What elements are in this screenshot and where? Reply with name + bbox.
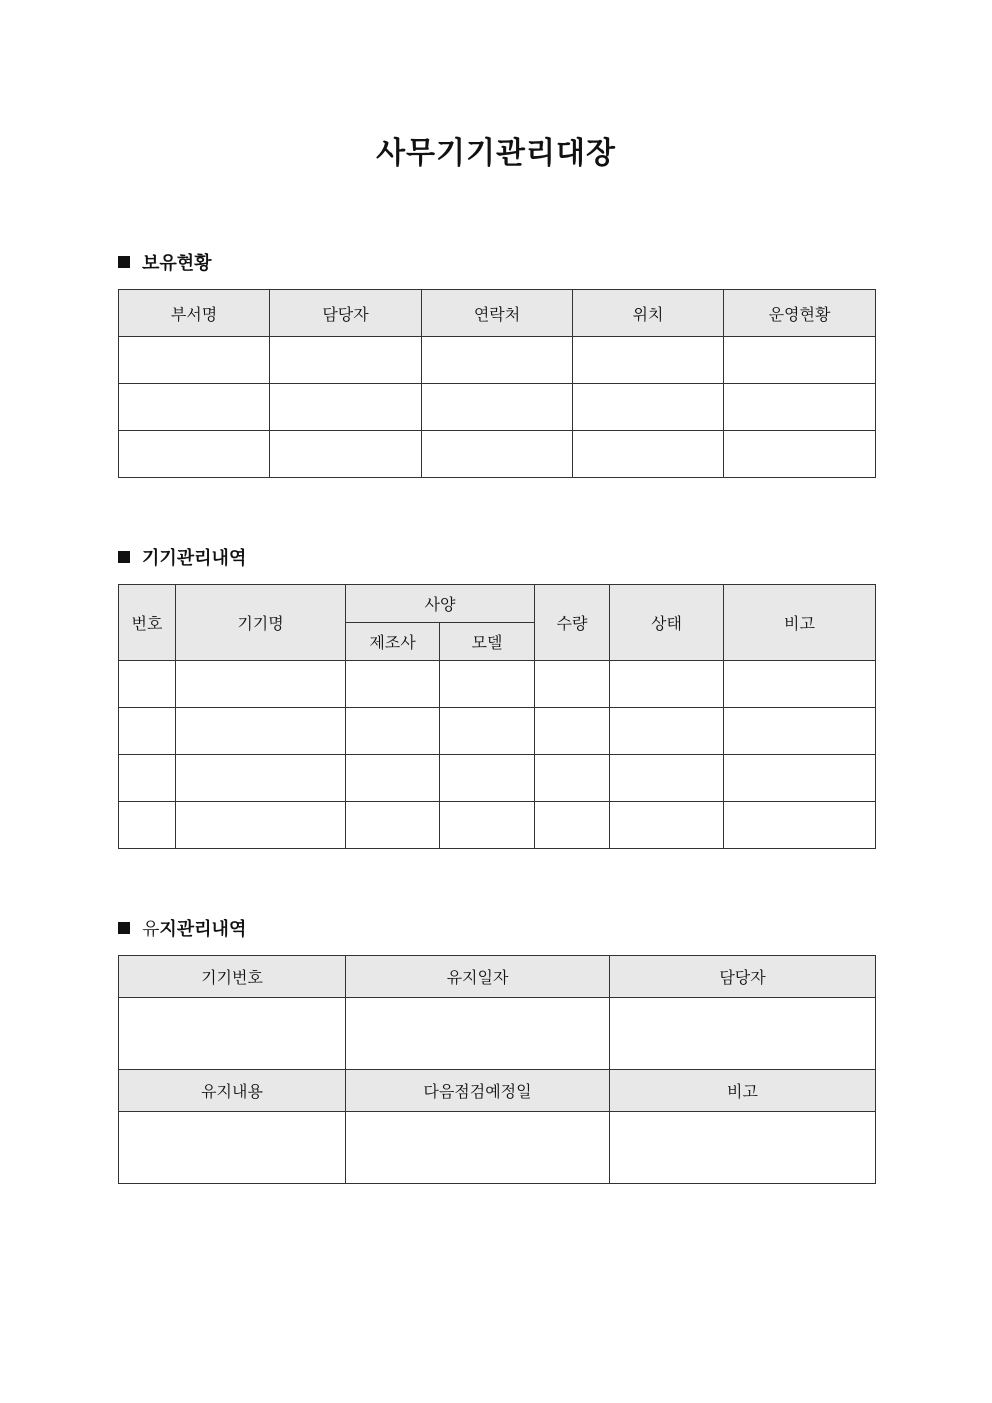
table-cell[interactable] — [346, 755, 440, 802]
table-row — [119, 755, 876, 802]
maintenance-table — [118, 955, 876, 1184]
table-cell[interactable] — [440, 755, 535, 802]
table-row — [119, 337, 876, 384]
table-row — [119, 998, 876, 1070]
table-cell[interactable] — [119, 1112, 346, 1184]
header-spec: 사양 — [346, 585, 535, 623]
table-cell[interactable] — [119, 802, 176, 849]
table-cell[interactable] — [610, 802, 724, 849]
table-cell[interactable] — [176, 661, 346, 708]
header-remarks: 비고 — [610, 1070, 876, 1112]
table-cell[interactable] — [422, 337, 573, 384]
table-header-row — [119, 290, 876, 337]
table-cell[interactable] — [535, 755, 610, 802]
table-cell[interactable] — [573, 431, 724, 478]
table-cell[interactable] — [119, 755, 176, 802]
table-cell[interactable] — [346, 998, 610, 1070]
document-title: 사무기기관리대장 — [376, 136, 616, 171]
table-cell[interactable] — [573, 384, 724, 431]
table-cell[interactable] — [440, 708, 535, 755]
table-row — [119, 1112, 876, 1184]
equipment-table — [118, 584, 876, 849]
header-device-name: 기기명 — [176, 585, 346, 661]
table-cell[interactable] — [270, 384, 422, 431]
table-cell[interactable] — [346, 1112, 610, 1184]
table-cell[interactable] — [346, 708, 440, 755]
table-cell[interactable] — [176, 755, 346, 802]
table-cell[interactable] — [422, 384, 573, 431]
section-title: 보유현황 — [142, 253, 212, 274]
header-manager: 담당자 — [270, 290, 422, 337]
table-cell[interactable] — [119, 337, 270, 384]
table-cell[interactable] — [422, 431, 573, 478]
table-cell[interactable] — [346, 802, 440, 849]
table-cell[interactable] — [724, 802, 876, 849]
square-bullet-icon — [118, 256, 130, 268]
holdings-table — [118, 289, 876, 478]
table-cell[interactable] — [119, 708, 176, 755]
table-row — [119, 708, 876, 755]
section-title: 지관리내역 — [159, 919, 247, 940]
table-cell[interactable] — [573, 337, 724, 384]
header-manufacturer: 제조사 — [346, 623, 440, 661]
header-maintenance-date: 유지일자 — [346, 956, 610, 998]
header-device-number: 기기번호 — [119, 956, 346, 998]
header-status: 상태 — [610, 585, 724, 661]
table-header-row — [119, 585, 876, 623]
table-cell[interactable] — [176, 708, 346, 755]
table-cell[interactable] — [270, 337, 422, 384]
header-next-inspection-date: 다음점검예정일 — [346, 1070, 610, 1112]
header-manager: 담당자 — [610, 956, 876, 998]
table-cell[interactable] — [610, 755, 724, 802]
header-quantity: 수량 — [535, 585, 610, 661]
header-remarks: 비고 — [724, 585, 876, 661]
header-location: 위치 — [573, 290, 724, 337]
table-cell[interactable] — [270, 431, 422, 478]
table-cell[interactable] — [176, 802, 346, 849]
table-cell[interactable] — [610, 708, 724, 755]
section-title: 기기관리내역 — [142, 548, 247, 569]
table-cell[interactable] — [440, 802, 535, 849]
table-cell[interactable] — [610, 1112, 876, 1184]
header-number: 번호 — [119, 585, 176, 661]
table-row — [119, 431, 876, 478]
section-heading-equipment — [118, 547, 246, 571]
table-cell[interactable] — [535, 661, 610, 708]
table-header-row — [119, 1070, 876, 1112]
header-operation-status: 운영현황 — [724, 290, 876, 337]
table-cell[interactable] — [535, 708, 610, 755]
table-row — [119, 384, 876, 431]
table-row — [119, 802, 876, 849]
table-cell[interactable] — [724, 755, 876, 802]
table-cell[interactable] — [535, 802, 610, 849]
section-title-prefix: 유 — [142, 919, 160, 940]
section-heading-holdings — [118, 252, 212, 276]
table-cell[interactable] — [724, 708, 876, 755]
table-header-row — [119, 956, 876, 998]
table-cell[interactable] — [440, 661, 535, 708]
square-bullet-icon — [118, 551, 130, 563]
table-cell[interactable] — [724, 337, 876, 384]
header-department: 부서명 — [119, 290, 270, 337]
table-cell[interactable] — [119, 998, 346, 1070]
header-maintenance-content: 유지내용 — [119, 1070, 346, 1112]
table-cell[interactable] — [119, 661, 176, 708]
table-cell[interactable] — [119, 431, 270, 478]
table-cell[interactable] — [724, 384, 876, 431]
table-cell[interactable] — [724, 431, 876, 478]
square-bullet-icon — [118, 922, 130, 934]
section-heading-maintenance — [118, 918, 246, 942]
table-cell[interactable] — [119, 384, 270, 431]
table-row — [119, 661, 876, 708]
header-contact: 연락처 — [422, 290, 573, 337]
table-cell[interactable] — [346, 661, 440, 708]
table-cell[interactable] — [610, 998, 876, 1070]
table-cell[interactable] — [610, 661, 724, 708]
table-cell[interactable] — [724, 661, 876, 708]
header-model: 모델 — [440, 623, 535, 661]
